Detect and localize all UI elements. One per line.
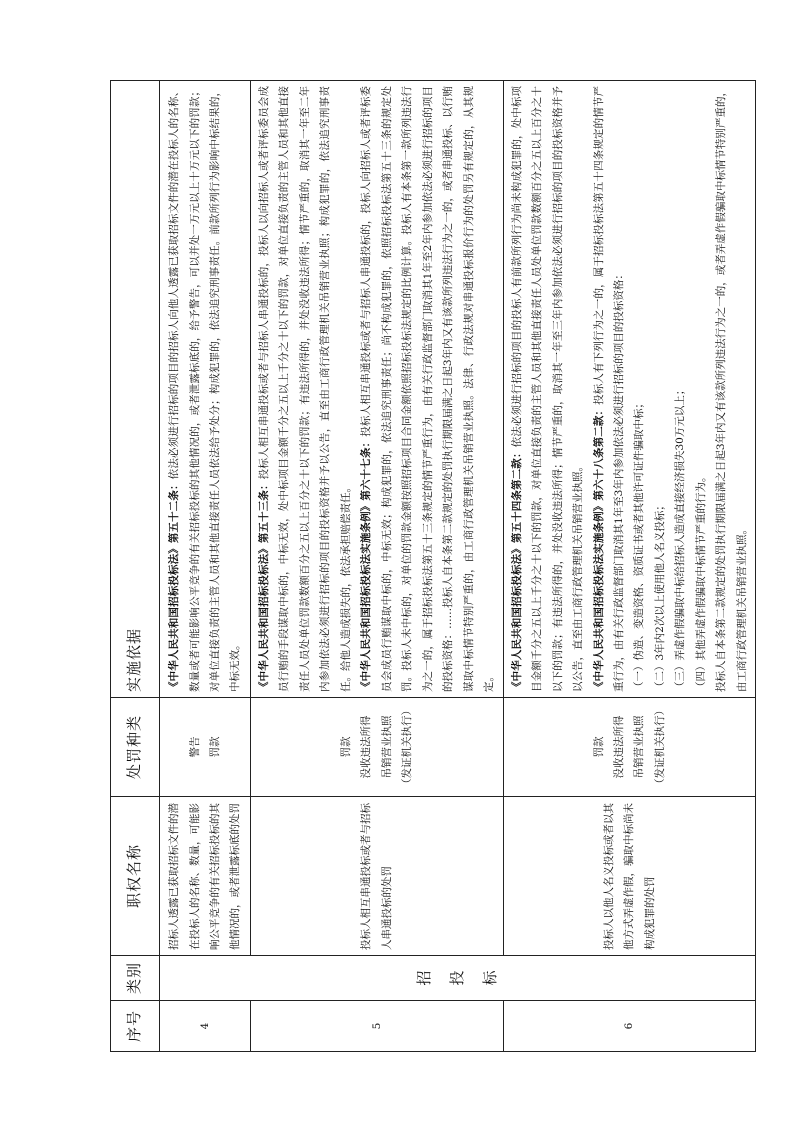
law-reference: 《中华人民共和国招标投标法实施条例》第六十七条： bbox=[360, 436, 373, 692]
law-reference: 《中华人民共和国招标投标法》第五十二条： bbox=[168, 479, 181, 692]
law-text: 依法必须进行招标的项目的招标人向他人透露已获取招标文件的潜在投标人的名称、数量或者可能影响公平竞争的有关招标投标的其他情况的，或者泄露标底的，给予警告，可以并处一万元以上十万元以下的罚款；对单位直接负责的主管人员和其他直接责任人员依法给予处分；构成犯罪的，依法追究刑事责任。前款所列行为影响中标结果的，中标无效。 bbox=[168, 85, 242, 692]
penalty-item: 没收违法所得 bbox=[612, 715, 625, 779]
penalty-item: （发证机关执行） bbox=[653, 705, 666, 789]
penalty-types bbox=[251, 698, 504, 797]
law-text: （二）3年内2次以上使用他人名义投标； bbox=[653, 500, 666, 692]
law-text: （一）伪造、变造资格、资质证书或者其他许可证件骗取中标； bbox=[633, 398, 646, 692]
penalty-item: 罚款 bbox=[339, 736, 352, 758]
law-text: （三）弄虚作假骗取中标给招标人造成直接经济损失30万元以上； bbox=[674, 384, 687, 692]
power-name: 招标人透露已获取招标文件的潜在投标人的名称、数量，可能影响公平竞争的有关招标投标的其他情况的，或者泄露标底的处罚 bbox=[160, 797, 251, 956]
basis-paragraph bbox=[254, 86, 356, 692]
table-row bbox=[503, 81, 756, 1052]
law-reference: 《中华人民共和国招标投标法》第五十三条： bbox=[258, 479, 270, 692]
header-penalty: 处罚种类 bbox=[111, 698, 160, 797]
law-text: 投标人有下列行为之一的，属于招标投标法第五十四条规定的情节严重行为，由有关行政监督部门取消其1年至3年内参加依法必须进行招标的项目的投标资格： bbox=[592, 85, 625, 692]
basis-paragraph bbox=[356, 86, 499, 692]
penalty-item: 罚款 bbox=[209, 736, 221, 758]
basis-paragraph bbox=[711, 86, 752, 692]
category-char: 投 bbox=[448, 970, 467, 986]
power-name: 投标人相互串通投标或者与招标人串通投标的处罚 bbox=[251, 797, 504, 956]
penalty-types bbox=[503, 698, 756, 797]
table-row bbox=[251, 81, 504, 1052]
legal-basis bbox=[160, 81, 251, 698]
category-cell bbox=[160, 956, 756, 1001]
row-number: 6 bbox=[503, 1001, 756, 1052]
penalty-item: 没收违法所得 bbox=[360, 715, 373, 779]
penalty-item: （发证机关执行） bbox=[401, 705, 414, 789]
penalty-item: 吊销营业执照 bbox=[380, 715, 393, 779]
header-basis: 实施依据 bbox=[111, 81, 160, 698]
category-char: 招 bbox=[415, 970, 434, 986]
law-text: 投标人相互串通投标或者与招标人串通投标的，投标人以向招标人或者评标委员会成员行贿的手段谋取中标的，中标无效，处中标项目金额千分之五以上千分之十以下的罚款，对单位直接负责的主管人员和其他直接责任人员处单位罚款数额百分之五以上百分之十以下的罚款；有违法所得的，并处没收违法所得；情节严重的，取消其一年至二年内参加依法必须进行招标的项目的投标资格并予以公告，直至由工商行政管理机关吊销营业执照；构成犯罪的，依法追究刑事责任。给他人造成损失的，依法承担赔偿责任。 bbox=[258, 85, 352, 692]
basis-paragraph bbox=[629, 86, 649, 692]
penalty-item: 警告 bbox=[188, 736, 201, 758]
law-reference: 《中华人民共和国招标投标法实施条例》第六十八条第二款： bbox=[592, 404, 605, 692]
header-no: 序号 bbox=[111, 1001, 160, 1052]
law-text: 投标人自本条第二款规定的处罚执行期限届满之日起3年内又有该款所列违法行为之一的，或者弄虚作假骗取中标情节特别严重的，由工商行政管理机关吊销营业执照。 bbox=[715, 86, 748, 692]
law-text: 依法必须进行招标的项目的投标人有前款所列行为尚未构成犯罪的，处中标项目金额千分之五以上千分之十以下的罚款，对单位直接负责的主管人员和其他直接责任人员处单位罚款数额百分之五以上百分之十以下的罚款；有违法所得的，并处没收违法所得；情节严重的，取消其一年至三年内参加依法必须进行招标的项目的投标资格并予以公告，直至由工商行政管理机关吊销营业执照。 bbox=[510, 85, 585, 692]
legal-basis bbox=[251, 81, 504, 698]
basis-paragraph bbox=[164, 86, 246, 692]
basis-paragraph bbox=[589, 86, 630, 692]
basis-paragraph bbox=[691, 86, 711, 692]
basis-paragraph bbox=[507, 86, 589, 692]
penalty-item: 吊销营业执照 bbox=[633, 715, 646, 779]
law-reference: 《中华人民共和国招标投标法》第五十四条第二款： bbox=[510, 447, 523, 692]
basis-paragraph bbox=[670, 86, 690, 692]
header-row bbox=[111, 81, 160, 1052]
header-name: 职权名称 bbox=[111, 797, 160, 956]
table-row bbox=[160, 81, 251, 1052]
penalty-types bbox=[160, 698, 251, 797]
legal-basis bbox=[503, 81, 756, 698]
penalty-item: 罚款 bbox=[592, 736, 605, 758]
row-number: 5 bbox=[251, 1001, 504, 1052]
law-text: （四）其他弄虚作假骗取中标情节严重的行为。 bbox=[694, 471, 707, 692]
power-name: 投标人以他人名义投标或者以其他方式弄虚作假，骗取中标尚未构成犯罪的处罚 bbox=[503, 797, 756, 956]
basis-paragraph bbox=[650, 86, 670, 692]
category-char: 标 bbox=[481, 970, 500, 986]
row-number: 4 bbox=[160, 1001, 251, 1052]
penalty-table bbox=[110, 80, 756, 1052]
law-text: 投标人相互串通投标或者与招标人串通投标的，投标人向招标人或者评标委员会成员行贿谋取中标的，中标无效；构成犯罪的，依法追究刑事责任；尚不构成犯罪的，依照招标投标法第五十三条的规定处罚。投标人未中标的，对单位的罚款金额按照招标项目合同金额依照招标投标法规定的比例计算。投标人有本条第一款所列违法行为之一的，属于招标投标法第五十三条规定的情节严重行为，由有关行政监督部门取消其1年至2年内参加依法必须进行招标的项目的投标资格：……投标人自本条第二款规定的处罚执行期限届满之日起3年内又有该款所列违法行为之一的，或者串通投标、以行贿谋取中标情节特别严重的，由工商行政管理机关吊销营业执照。法律、行政法规对串通投标报价行为的处罚另有规定的，从其规定。 bbox=[360, 85, 496, 692]
header-category: 类别 bbox=[111, 956, 160, 1001]
